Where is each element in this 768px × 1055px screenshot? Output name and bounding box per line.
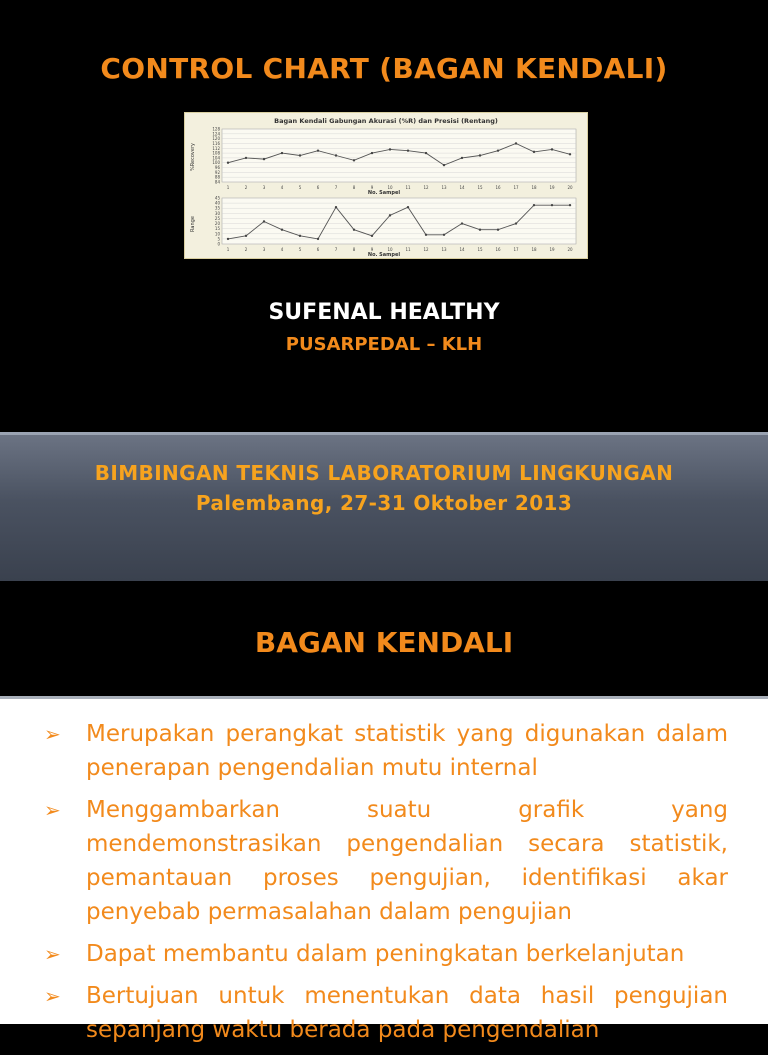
data-point <box>425 152 427 154</box>
event-band <box>0 432 768 581</box>
data-point <box>479 154 481 156</box>
data-point <box>335 206 337 208</box>
y-tick-label: 92 <box>214 169 220 175</box>
x-tick-label: 12 <box>423 185 429 190</box>
x-tick-label: 8 <box>352 185 356 190</box>
data-point <box>569 153 571 155</box>
control-chart-svg <box>184 112 588 259</box>
data-point <box>497 149 499 151</box>
data-point <box>461 157 463 159</box>
x-tick-label: 7 <box>334 247 338 252</box>
event-date: Palembang, 27-31 Oktober 2013 <box>195 491 573 515</box>
data-point <box>353 159 355 161</box>
top-ylabel: %Recovery <box>190 143 196 171</box>
data-point <box>263 158 265 160</box>
bullet-text: Merupakan perangkat statistik yang digunakan dalam penerapan pengendalian mutu internal <box>86 721 728 781</box>
x-tick-label: 14 <box>459 185 465 190</box>
y-tick-label: 108 <box>212 150 220 156</box>
control-chart-image <box>184 112 588 259</box>
x-tick-label: 11 <box>405 247 411 252</box>
y-tick-label: 88 <box>214 174 220 180</box>
plot-area <box>222 198 576 244</box>
data-point <box>299 154 301 156</box>
y-tick-label: 100 <box>212 160 220 166</box>
data-point <box>227 162 229 164</box>
event-title: BIMBINGAN TEKNIS LABORATORIUM LINGKUNGAN <box>94 461 674 485</box>
content-slide-header <box>0 590 768 696</box>
y-tick-label: 40 <box>214 200 220 206</box>
data-point <box>479 228 481 230</box>
data-point <box>389 148 391 150</box>
data-point <box>407 206 409 208</box>
x-tick-label: 3 <box>262 185 266 190</box>
x-tick-label: 15 <box>477 247 483 252</box>
data-point <box>515 142 517 144</box>
bottom-ylabel: Range <box>190 216 196 232</box>
x-tick-label: 4 <box>280 247 284 252</box>
y-tick-label: 45 <box>214 195 220 201</box>
top-xlabel: No. Sampel <box>367 190 401 196</box>
data-point <box>245 235 247 237</box>
data-point <box>497 228 499 230</box>
data-point <box>299 235 301 237</box>
x-tick-label: 5 <box>298 185 302 190</box>
y-tick-label: 30 <box>214 210 220 216</box>
data-point <box>569 204 571 206</box>
title-slide <box>0 0 768 432</box>
x-tick-label: 18 <box>531 247 537 252</box>
accuracy-panel <box>212 127 576 191</box>
y-tick-label: 128 <box>212 126 220 132</box>
y-tick-label: 5 <box>217 236 220 242</box>
x-tick-label: 12 <box>423 247 429 252</box>
x-tick-label: 15 <box>477 185 483 190</box>
arrowhead-bullet-icon: ➢ <box>44 722 61 746</box>
x-tick-label: 11 <box>405 185 411 190</box>
data-point <box>245 157 247 159</box>
x-tick-label: 8 <box>352 247 356 252</box>
data-point <box>461 222 463 224</box>
data-point <box>353 228 355 230</box>
x-tick-label: 6 <box>316 247 320 252</box>
data-point <box>425 234 427 236</box>
data-point <box>443 234 445 236</box>
bullet-text: Dapat membantu dalam peningkatan berkelanjutan <box>86 941 685 967</box>
data-point <box>443 164 445 166</box>
list-item <box>44 717 728 785</box>
bullet-list <box>44 717 728 1055</box>
x-tick-label: 9 <box>370 247 374 252</box>
x-tick-label: 13 <box>441 247 447 252</box>
data-point <box>515 222 517 224</box>
x-tick-label: 10 <box>387 247 393 252</box>
x-tick-label: 16 <box>495 185 501 190</box>
data-point <box>317 149 319 151</box>
y-tick-label: 25 <box>214 215 220 221</box>
x-tick-label: 17 <box>513 247 519 252</box>
slide-title: CONTROL CHART (BAGAN KENDALI) <box>100 52 668 85</box>
x-tick-label: 19 <box>549 185 555 190</box>
arrowhead-bullet-icon: ➢ <box>44 984 61 1008</box>
data-point <box>551 148 553 150</box>
list-item <box>44 979 728 1047</box>
data-point <box>407 149 409 151</box>
content-slide-body <box>0 696 768 1043</box>
data-point <box>281 228 283 230</box>
data-point <box>533 151 535 153</box>
arrowhead-bullet-icon: ➢ <box>44 798 61 822</box>
bullet-text: Bertujuan untuk menentukan data hasil pengujian sepanjang waktu berada pada pengendalian <box>86 983 728 1043</box>
x-tick-label: 3 <box>262 247 266 252</box>
x-tick-label: 13 <box>441 185 447 190</box>
organization-name: PUSARPEDAL – KLH <box>285 334 483 355</box>
x-tick-label: 19 <box>549 247 555 252</box>
y-tick-label: 35 <box>214 205 220 211</box>
data-point <box>317 238 319 240</box>
data-point <box>371 235 373 237</box>
data-point <box>389 214 391 216</box>
x-tick-label: 6 <box>316 185 320 190</box>
x-tick-label: 9 <box>370 185 374 190</box>
data-point <box>371 152 373 154</box>
author-name: SUFENAL HEALTHY <box>268 300 500 325</box>
y-tick-label: 124 <box>212 131 220 137</box>
x-tick-label: 4 <box>280 185 284 190</box>
data-point <box>263 220 265 222</box>
data-point <box>533 204 535 206</box>
list-item <box>44 937 728 971</box>
x-tick-label: 5 <box>298 247 302 252</box>
data-point <box>227 238 229 240</box>
y-tick-label: 10 <box>214 231 220 237</box>
x-tick-label: 7 <box>334 185 338 190</box>
x-tick-label: 2 <box>244 185 248 190</box>
data-point <box>281 152 283 154</box>
y-tick-label: 20 <box>214 221 220 227</box>
x-tick-label: 17 <box>513 185 519 190</box>
x-tick-label: 20 <box>567 247 573 252</box>
y-tick-label: 104 <box>212 155 220 161</box>
chart-title: Bagan Kendali Gabungan Akurasi (%R) dan Presisi (Rentang) <box>274 117 498 125</box>
x-tick-label: 2 <box>244 247 248 252</box>
list-item <box>44 793 728 929</box>
x-tick-label: 16 <box>495 247 501 252</box>
y-tick-label: 96 <box>214 165 220 171</box>
x-tick-label: 18 <box>531 185 537 190</box>
y-tick-label: 84 <box>214 179 220 185</box>
y-tick-label: 15 <box>214 226 220 232</box>
x-tick-label: 20 <box>567 185 573 190</box>
y-tick-label: 120 <box>212 136 220 142</box>
slide-title-bagan-kendali: BAGAN KENDALI <box>254 626 514 659</box>
bottom-xlabel: No. Sampel <box>367 252 401 258</box>
data-point <box>551 204 553 206</box>
x-tick-label: 1 <box>226 247 230 252</box>
y-tick-label: 112 <box>212 145 220 151</box>
precision-panel <box>215 196 576 253</box>
y-tick-label: 116 <box>212 140 220 146</box>
data-point <box>335 154 337 156</box>
arrowhead-bullet-icon: ➢ <box>44 942 61 966</box>
y-tick-label: 0 <box>217 241 220 247</box>
bullet-text: Menggambarkan suatu grafik yang mendemonstrasikan pengendalian secara statistik, pemantauan proses pengujian, identifikasi akar penyebab permasalahan dalam pengujian <box>86 797 728 925</box>
x-tick-label: 10 <box>387 185 393 190</box>
x-tick-label: 1 <box>226 185 230 190</box>
x-tick-label: 14 <box>459 247 465 252</box>
